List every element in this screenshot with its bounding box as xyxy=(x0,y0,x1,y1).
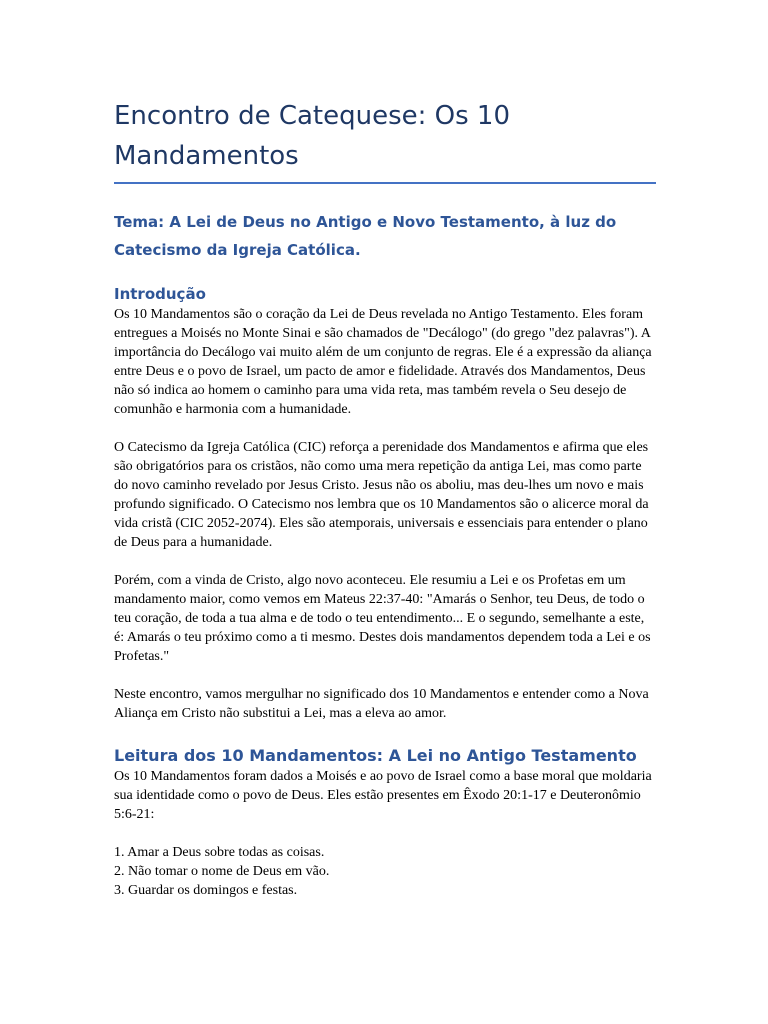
commandments-list xyxy=(114,843,656,900)
document-subtitle: Tema: A Lei de Deus no Antigo e Novo Testamento, à luz do Catecismo da Igreja Católica. xyxy=(114,213,617,259)
list-item: 1. Amar a Deus sobre todas as coisas. xyxy=(114,845,325,860)
intro-paragraph-1: Os 10 Mandamentos são o coração da Lei de Deus revelada no Antigo Testamento. Eles foram entregues a Moisés no Monte Sinai e são chamados de "Decálogo" (do grego "dez palavras"). A importância do Decálogo vai muito além de um conjunto de regras. Ele é a expressão da aliança entre Deus e o povo de Israel, um pacto de amor e fidelidade. Através dos Mandamentos, Deus não só indica ao homem o caminho para uma vida reta, mas também revela o Seu desejo de comunhão e harmonia com a humanidade. xyxy=(114,307,652,417)
section-heading-leitura: Leitura dos 10 Mandamentos: A Lei no Antigo Testamento xyxy=(114,746,637,765)
section-heading-introducao: Introdução xyxy=(114,285,206,303)
leitura-paragraph: Os 10 Mandamentos foram dados a Moisés e ao povo de Israel como a base moral que moldaria sua identidade como o povo de Deus. Eles estão presentes em Êxodo 20:1-17 e Deuteronômio 5:6-21: xyxy=(114,769,652,822)
list-item: 2. Não tomar o nome de Deus em vão. xyxy=(114,864,330,879)
document-title: Encontro de Catequese: Os 10 Mandamentos xyxy=(114,96,656,184)
intro-paragraph-2: O Catecismo da Igreja Católica (CIC) reforça a perenidade dos Mandamentos e afirma que eles são obrigatórios para os cristãos, não como uma mera repetição da antiga Lei, mas como parte do novo caminho revelado por Jesus Cristo. Jesus não os aboliu, mas deu-lhes um novo e mais profundo significado. O Catecismo nos lembra que os 10 Mandamentos são o alicerce moral da vida cristã (CIC 2052-2074). Eles são atemporais, universais e essenciais para entender o plano de Deus para a humanidade. xyxy=(114,440,649,550)
intro-paragraph-3: Porém, com a vinda de Cristo, algo novo aconteceu. Ele resumiu a Lei e os Profetas em um mandamento maior, como vemos em Mateus 22:37-40: "Amarás o Senhor, teu Deus, de todo o teu coração, de toda a tua alma e de todo o teu entendimento... E o segundo, semelhante a este, é: Amarás o teu próximo como a ti mesmo. Destes dois mandamentos dependem toda a Lei e os Profetas." xyxy=(114,573,651,664)
list-item: 3. Guardar os domingos e festas. xyxy=(114,883,298,898)
intro-paragraph-4: Neste encontro, vamos mergulhar no significado dos 10 Mandamentos e entender como a Nova Aliança em Cristo não substitui a Lei, mas a eleva ao amor. xyxy=(114,687,649,721)
document-page xyxy=(114,96,656,900)
